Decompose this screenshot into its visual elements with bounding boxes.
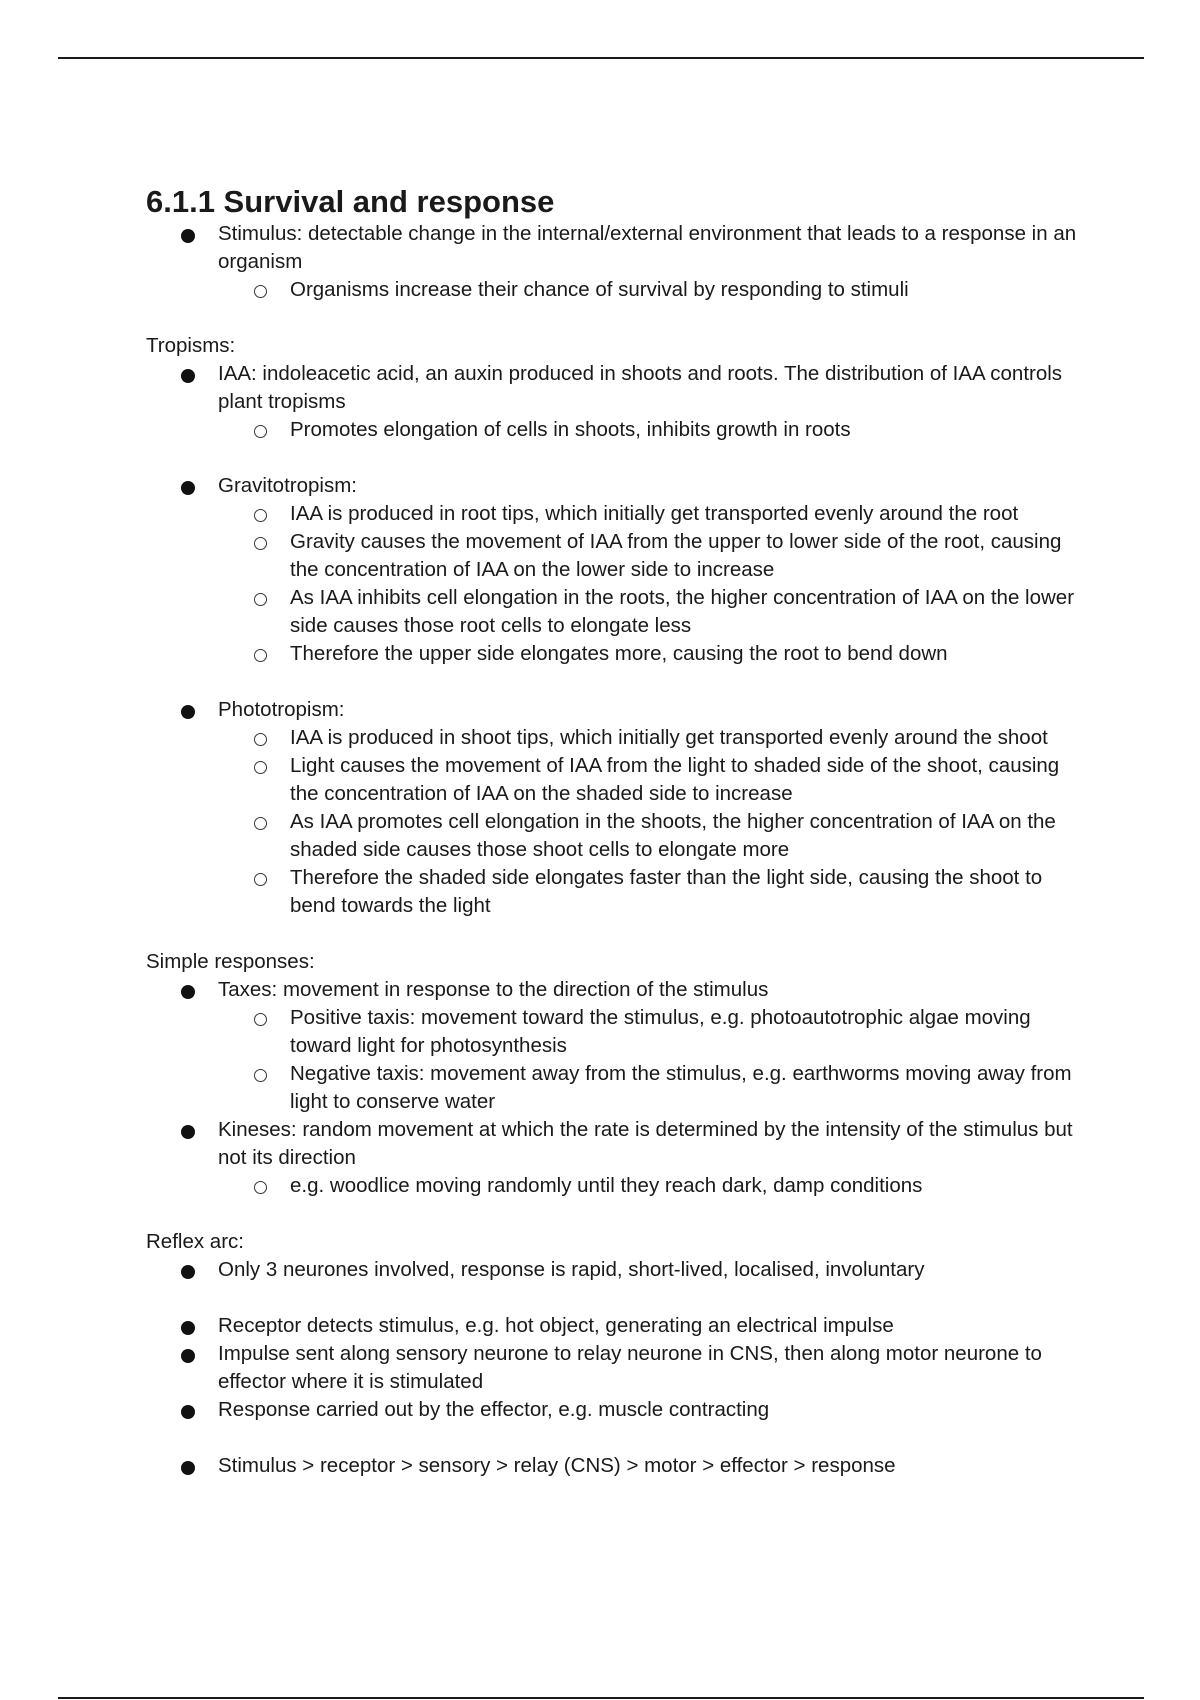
list-item: Therefore the shaded side elongates faster than the light side, causing the shoot to bend towards the light (290, 864, 1086, 920)
circle-bullet-icon (254, 509, 267, 522)
phototropism-list (146, 696, 1086, 920)
circle-bullet-icon (254, 537, 267, 550)
list-item: Promotes elongation of cells in shoots, inhibits growth in roots (290, 416, 1086, 444)
circle-bullet-icon (254, 1013, 267, 1026)
top-rule (58, 57, 1144, 59)
circle-bullet-icon (254, 1181, 267, 1194)
list-item: Stimulus: detectable change in the internal/external environment that leads to a response in an organism (218, 220, 1086, 276)
bullet-icon (181, 229, 195, 243)
bullet-icon (181, 1321, 195, 1335)
gravitropism-list (146, 472, 1086, 668)
list-item: IAA is produced in shoot tips, which initially get transported evenly around the shoot (290, 724, 1086, 752)
bullet-icon (181, 705, 195, 719)
bullet-icon (181, 369, 195, 383)
list-item: Phototropism: (218, 696, 1086, 724)
list-item: Receptor detects stimulus, e.g. hot object, generating an electrical impulse (218, 1312, 1086, 1340)
circle-bullet-icon (254, 649, 267, 662)
reflex-summary-list (146, 1452, 1086, 1480)
list-item: Organisms increase their chance of survival by responding to stimuli (290, 276, 1086, 304)
section-title: 6.1.1 Survival and response (146, 184, 555, 219)
circle-bullet-icon (254, 873, 267, 886)
list-item: Positive taxis: movement toward the stimulus, e.g. photoautotrophic algae moving toward light for photosynthesis (290, 1004, 1086, 1060)
list-item: IAA is produced in root tips, which initially get transported evenly around the root (290, 500, 1086, 528)
circle-bullet-icon (254, 593, 267, 606)
list-item: e.g. woodlice moving randomly until they reach dark, damp conditions (290, 1172, 1086, 1200)
reflex-arc-list (146, 1256, 1086, 1284)
tropisms-list (146, 360, 1086, 444)
list-item: Taxes: movement in response to the direction of the stimulus (218, 976, 1086, 1004)
list-item: As IAA inhibits cell elongation in the roots, the higher concentration of IAA on the lower side causes those root cells to elongate less (290, 584, 1086, 640)
simple-responses-label: Simple responses: (146, 950, 315, 973)
intro-list (146, 220, 1086, 304)
reflex-arc-label: Reflex arc: (146, 1230, 244, 1253)
tropisms-label: Tropisms: (146, 334, 236, 357)
list-item: Gravity causes the movement of IAA from the upper to lower side of the root, causing the concentration of IAA on the lower side to increase (290, 528, 1086, 584)
list-item: Therefore the upper side elongates more, causing the root to bend down (290, 640, 1086, 668)
bullet-icon (181, 1349, 195, 1363)
bullet-icon (181, 1265, 195, 1279)
list-item: Light causes the movement of IAA from the light to shaded side of the shoot, causing the concentration of IAA on the shaded side to increase (290, 752, 1086, 808)
bullet-icon (181, 985, 195, 999)
bullet-icon (181, 1125, 195, 1139)
reflex-steps-list (146, 1312, 1086, 1424)
list-item: Gravitotropism: (218, 472, 1086, 500)
circle-bullet-icon (254, 1069, 267, 1082)
circle-bullet-icon (254, 761, 267, 774)
bottom-rule (58, 1697, 1144, 1699)
circle-bullet-icon (254, 425, 267, 438)
circle-bullet-icon (254, 817, 267, 830)
document-body (146, 184, 1086, 1480)
list-item: Response carried out by the effector, e.g. muscle contracting (218, 1396, 1086, 1424)
bullet-icon (181, 1405, 195, 1419)
circle-bullet-icon (254, 285, 267, 298)
list-item: IAA: indoleacetic acid, an auxin produced in shoots and roots. The distribution of IAA controls plant tropisms (218, 360, 1086, 416)
simple-responses-list (146, 976, 1086, 1200)
bullet-icon (181, 1461, 195, 1475)
bullet-icon (181, 481, 195, 495)
list-item: Negative taxis: movement away from the stimulus, e.g. earthworms moving away from light to conserve water (290, 1060, 1086, 1116)
list-item: Kineses: random movement at which the rate is determined by the intensity of the stimulus but not its direction (218, 1116, 1086, 1172)
list-item: As IAA promotes cell elongation in the shoots, the higher concentration of IAA on the shaded side causes those shoot cells to elongate more (290, 808, 1086, 864)
list-item: Impulse sent along sensory neurone to relay neurone in CNS, then along motor neurone to effector where it is stimulated (218, 1340, 1086, 1396)
list-item: Stimulus > receptor > sensory > relay (CNS) > motor > effector > response (218, 1452, 1086, 1480)
circle-bullet-icon (254, 733, 267, 746)
list-item: Only 3 neurones involved, response is rapid, short-lived, localised, involuntary (218, 1256, 1086, 1284)
